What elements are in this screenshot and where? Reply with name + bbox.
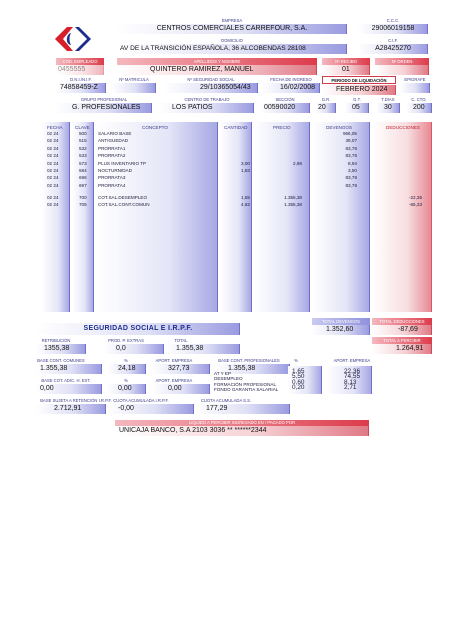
cell-clave: 515 [79, 138, 87, 144]
cell-clave: 584 [79, 168, 87, 173]
domicilio-label: DOMICILIO [221, 38, 243, 43]
epigrafe-box [400, 83, 430, 93]
base-cc-label: BASE CONT. COMUNES [37, 358, 85, 363]
cell-concepto: PRORRATA4 [98, 182, 126, 188]
base-cc-value: 1.355,38 [40, 365, 68, 372]
prof-row-pct: 0,60 [292, 378, 305, 386]
matricula-box [112, 83, 156, 93]
total-deducciones-label: TOTAL DEDUCCIONES [379, 319, 425, 324]
prof-row-label: DESEMPLEO [214, 376, 243, 382]
total-devengos-value: 1.352,60 [326, 326, 354, 333]
base-prof-label: BASE CONT. PROFESIONALES [218, 358, 280, 363]
gr-value: 20 [318, 104, 326, 111]
base-prof-value: 1.355,38 [228, 365, 256, 372]
gt-value: 05 [352, 104, 360, 111]
periodo-value: FEBRERO 2024 [336, 86, 388, 93]
th-deducciones: DEDUCCIONES [386, 125, 420, 130]
col-precio [254, 122, 310, 312]
total-label: TOTAL [174, 338, 188, 343]
orden-box [375, 65, 429, 75]
pct3-label: % [124, 378, 128, 383]
cell-fecha: 02 24 [47, 175, 59, 181]
epigrafe-label: EPIGRAFE [404, 77, 426, 82]
cell-clave: 533 [79, 153, 87, 159]
pct2-label: % [294, 358, 298, 363]
pct1-label: % [124, 358, 128, 363]
cell-cantidad: 1,83 [241, 168, 250, 173]
th-precio: PRECIO [273, 125, 291, 130]
dni-label: D.N.I./N.I.F. [70, 77, 92, 82]
fecha-ingreso-value: 16/02/2008 [280, 84, 316, 91]
cell-fecha: 02 24 [47, 138, 59, 144]
total-value: 1.355,38 [176, 345, 204, 352]
prof-row-aport: 74,55 [344, 373, 360, 381]
cell-concepto: NOCTURNIDAD [98, 168, 132, 173]
cell-devengos: 83,76 [345, 182, 357, 188]
dni-value: 74858459-Z [60, 84, 98, 91]
pct1-value: 24,18 [118, 365, 136, 372]
cell-devengos: 83,76 [345, 175, 357, 181]
base-irpf-label: BASE SUJETA A RETENCIÓN I.R.P.F. [40, 398, 112, 403]
aport1-label: APORT. EMPRESA [155, 358, 193, 363]
recibo-value: 01 [342, 66, 350, 73]
recibo-label: Nº RECIBO [335, 59, 357, 64]
gr-label: G.R. [321, 97, 331, 102]
base-adic-label: BASE COT. ADIC. H. EXT. [41, 378, 91, 383]
prof-row-pct: 0,20 [292, 384, 305, 392]
cif-value: A28425270 [375, 45, 411, 52]
cell-devengos: 83,76 [345, 153, 357, 159]
total-deducciones-value: -87,69 [398, 326, 418, 333]
prod-label: PROD. P. EXTRAS [108, 338, 144, 343]
cif-label: C.I.F. [388, 38, 398, 43]
cuota-ss-label: CUOTA ACUMULADA S.S. [200, 398, 252, 403]
prof-row-label: FORMACIÓN PROFESIONAL [214, 381, 277, 387]
ss-irpf-title: SEGURIDAD SOCIAL E I.R.P.F. [83, 325, 193, 332]
cell-concepto: PRORRATA1 [98, 145, 126, 151]
prof-row-aport: 2,71 [344, 384, 357, 392]
nombre-value: QUINTERO RAMIREZ, MANUEL [150, 66, 254, 73]
aport3-label: APORT. EMPRESA [155, 378, 193, 383]
cell-precio: 2,98 [293, 160, 302, 166]
th-concepto: CONCEPTO [142, 125, 168, 130]
centro-value: LOS PATIOS [172, 104, 213, 111]
retribucion-label: RETRIBUCIÓN [41, 338, 71, 343]
prod-value: 0,0 [116, 345, 126, 352]
total-devengos-label: TOTAL DEVENGOS [322, 319, 360, 324]
aport1-value: 327,73 [168, 365, 190, 372]
cell-concepto: ANTIGUEDAD [98, 138, 129, 144]
cuota-irpf-label: CUOTA ACUMULADA I.R.P.F. [113, 398, 169, 403]
seccion-value: 00590020 [264, 104, 296, 111]
col-deducciones [372, 122, 432, 312]
ccc-value: 29006019158 [371, 25, 415, 32]
cell-fecha: 02 24 [47, 195, 59, 200]
base-adic-value: 0,00 [40, 385, 54, 392]
orden-label: Nº ORDEN [391, 59, 413, 64]
grupo-value: G. PROFESIONALES [72, 104, 141, 111]
prof-row-aport: 22,36 [344, 368, 360, 375]
matricula-label: Nº MATRICULA [119, 77, 149, 82]
cell-clave: 696 [79, 175, 87, 181]
cuota-ss-value: 177,29 [206, 405, 228, 412]
cell-cantidad: 3,00 [241, 160, 250, 166]
fecha-ingreso-label: FECHA DE INGRESO [270, 77, 312, 82]
cell-fecha: 02 24 [47, 131, 59, 136]
prof-row-pct: 5,50 [292, 373, 305, 381]
cell-deducciones: -65,33 [408, 202, 422, 208]
nombre-label: APELLIDOS Y NOMBRE [193, 59, 241, 64]
cell-clave: 697 [79, 182, 87, 188]
cell-fecha: 02 24 [47, 145, 59, 151]
cell-devengos: 39,07 [345, 138, 357, 144]
cell-concepto: COT.SAL.CONT.COMUN [98, 202, 150, 208]
cell-devengos: 966,05 [342, 131, 357, 136]
prod-box [104, 344, 164, 354]
cell-clave: 700 [79, 195, 87, 200]
centro-label: CENTRO DE TRABAJO [184, 97, 230, 102]
ccto-label: C. CTO. [411, 97, 427, 102]
seccion-label: SECCIÓN [275, 97, 295, 102]
col-cantidad [220, 122, 252, 312]
total-percibir-label: TOTAL A PERCIBIR [383, 338, 421, 343]
cell-precio: 1.355,38 [284, 202, 302, 208]
cell-clave: 500 [79, 131, 87, 136]
bank-label: LIQUIDO A PERCIBIR INGRESADO EN / PAGADO POR [188, 420, 296, 425]
base-irpf-value: 2.712,91 [54, 405, 82, 412]
cell-fecha: 02 24 [47, 182, 59, 188]
th-cantidad: CANTIDAD [224, 125, 248, 130]
aport2-label: APORT. EMPRESA [333, 358, 371, 363]
nss-label: Nº SEGURIDAD SOCIAL [187, 77, 235, 82]
cell-concepto: PRORRATA3 [98, 175, 126, 181]
prof-row-aport: 8,13 [344, 378, 357, 386]
aport3-value: 0,00 [168, 385, 182, 392]
cell-devengos: 83,76 [345, 145, 357, 151]
cell-cantidad: 1,65 [241, 195, 250, 200]
empresa-value: CENTROS COMERCIALES CARREFOUR, S.A. [156, 25, 308, 32]
periodo-label: PERIODO DE LIQUIDACIÓN [331, 78, 387, 83]
th-clave: CLAVE [75, 125, 90, 130]
grupo-label: GRUPO PROFESIONAL [80, 97, 128, 102]
tdias-label: T.DIAS [381, 97, 395, 102]
cell-concepto: COT.SAL.DESEMPLEO [98, 195, 148, 200]
cell-fecha: 02 24 [47, 160, 59, 166]
cod-label: COD. EMPLEADO [62, 59, 98, 64]
cell-clave: 573 [79, 160, 87, 166]
cell-deducciones: -22,36 [408, 195, 422, 200]
th-devengos: DEVENGOS [326, 125, 353, 130]
cell-devengos: 8,94 [348, 160, 357, 166]
cod-box [56, 65, 104, 75]
cell-clave: 532 [79, 145, 87, 151]
cell-concepto: SALARIO BASE [98, 131, 132, 136]
ccto-value: 200 [413, 104, 425, 111]
gt-label: G.T. [353, 97, 361, 102]
tdias-value: 30 [384, 104, 392, 111]
prof-row-label: FONDO GARANTIA SALARIAL [214, 387, 279, 393]
cell-devengos: 3,50 [348, 168, 357, 173]
cell-concepto: PLUS INVENTARIO TP [98, 160, 147, 166]
cell-clave: 705 [79, 202, 87, 208]
prof-row-label: AT Y EP [214, 371, 232, 376]
retribucion-value: 1355,38 [44, 345, 70, 352]
th-fecha: FECHA [47, 125, 63, 130]
prof-row-pct: 1,65 [292, 368, 305, 375]
ccc-label: C.C.C. [386, 18, 400, 23]
cell-concepto: PRORRATA2 [98, 153, 126, 159]
cell-fecha: 02 24 [47, 168, 59, 173]
domicilio-value: AV DE LA TRANSICIÓN ESPAÑOLA, 36 ALCOBENDAS 28108 [120, 45, 306, 52]
cell-cantidad: 4,82 [241, 202, 250, 208]
cell-fecha: 02 24 [47, 202, 59, 208]
bank-value: UNICAJA BANCO, S.A 2103 3036 ** ******2344 [119, 427, 267, 434]
cuota-irpf-value: -0,00 [118, 405, 134, 412]
total-percibir-value: 1.264,91 [396, 345, 424, 352]
cell-fecha: 02 24 [47, 153, 59, 159]
carrefour-logo-icon [45, 24, 97, 54]
cell-precio: 1.355,38 [284, 195, 302, 200]
nss-value: 29/10365054/43 [200, 84, 251, 91]
pct3-value: 0,00 [118, 385, 132, 392]
empresa-label: EMPRESA [221, 18, 243, 23]
